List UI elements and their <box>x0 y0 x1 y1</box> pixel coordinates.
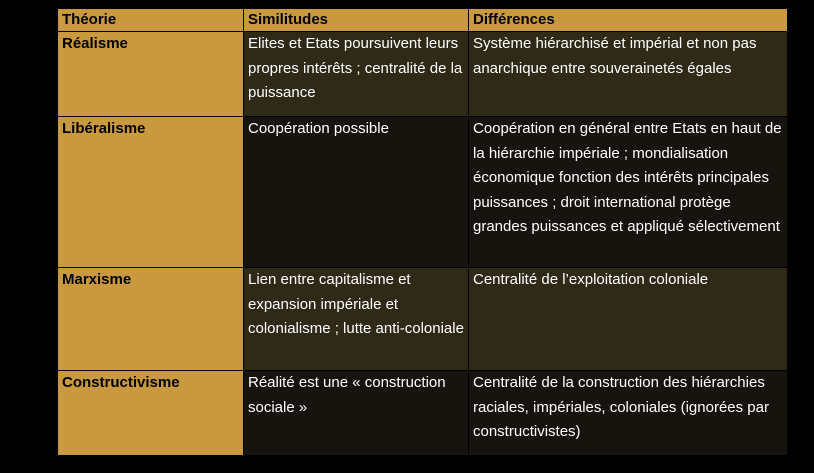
differences-cell: Centralité de l’exploitation coloniale <box>469 268 788 371</box>
header-row <box>58 9 788 32</box>
table-header <box>58 9 788 32</box>
theory-cell: Libéralisme <box>58 117 244 268</box>
table-body <box>58 32 788 456</box>
similarities-cell: Coopération possible <box>244 117 469 268</box>
differences-cell: Centralité de la construction des hiérarchies raciales, impériales, coloniales (ignorées par constructivistes) <box>469 371 788 456</box>
similarities-cell: Réalité est une « construction sociale » <box>244 371 469 456</box>
table-row <box>58 32 788 117</box>
theory-cell: Réalisme <box>58 32 244 117</box>
table-row <box>58 371 788 456</box>
theory-cell: Marxisme <box>58 268 244 371</box>
theory-comparison-table <box>57 8 788 456</box>
similarities-cell: Elites et Etats poursuivent leurs propres intérêts ; centralité de la puissance <box>244 32 469 117</box>
differences-cell: Système hiérarchisé et impérial et non pas anarchique entre souverainetés égales <box>469 32 788 117</box>
header-similarities: Similitudes <box>244 9 469 32</box>
comparison-table-container <box>57 8 787 456</box>
similarities-cell: Lien entre capitalisme et expansion impériale et colonialisme ; lutte anti-coloniale <box>244 268 469 371</box>
header-differences: Différences <box>469 9 788 32</box>
table-row <box>58 268 788 371</box>
table-row <box>58 117 788 268</box>
differences-cell: Coopération en général entre Etats en haut de la hiérarchie impériale ; mondialisation économique fonction des intérêts principales puissances ; droit international protège grandes puissances et appliqué sélectivement <box>469 117 788 268</box>
header-theory: Théorie <box>58 9 244 32</box>
theory-cell: Constructivisme <box>58 371 244 456</box>
